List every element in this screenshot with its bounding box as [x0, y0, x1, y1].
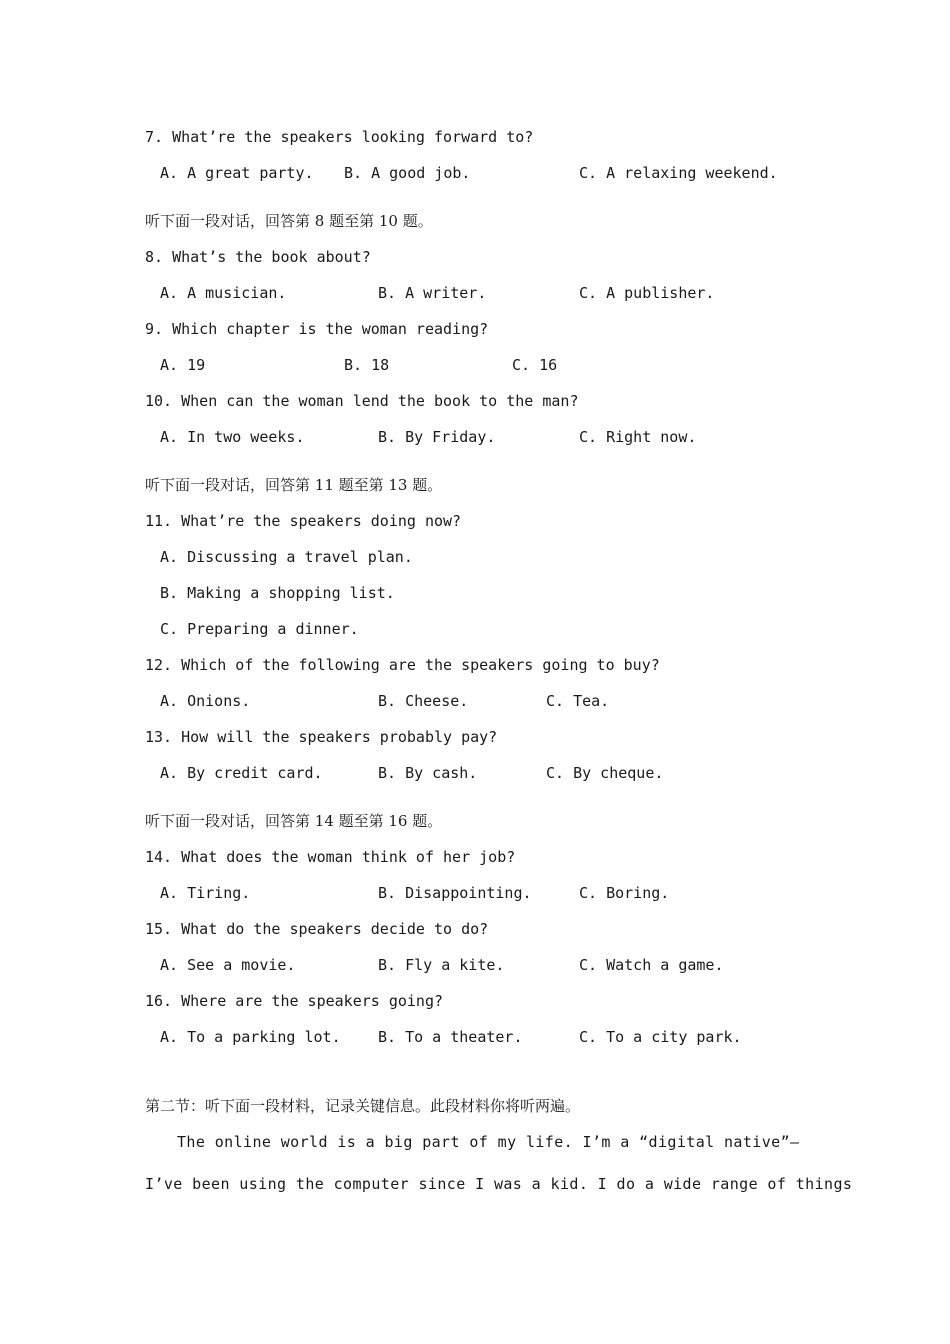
question-14-stem: 14. What does the woman think of her job?	[145, 848, 516, 866]
question-11-option-c: C. Preparing a dinner.	[160, 620, 359, 638]
passage-line-2: I’ve been using the computer since I was a kid. I do a wide range of things	[145, 1175, 853, 1193]
question-15-option-b: B. Fly a kite.	[378, 956, 505, 974]
question-10-option-b: B. By Friday.	[378, 428, 496, 446]
section-heading-11-13: 听下面一段对话，回答第 11 题至第 13 题。	[145, 476, 443, 494]
question-9-stem: 9. Which chapter is the woman reading?	[145, 320, 489, 338]
question-15-option-c: C. Watch a game.	[579, 956, 724, 974]
question-12-option-b: B. Cheese.	[378, 692, 469, 710]
question-13-option-c: C. By cheque.	[546, 764, 664, 782]
question-13-option-a: A. By credit card.	[160, 764, 323, 782]
section-heading-14-16: 听下面一段对话，回答第 14 题至第 16 题。	[145, 812, 443, 830]
question-16-option-c: C. To a city park.	[579, 1028, 742, 1046]
question-8-stem: 8. What’s the book about?	[145, 248, 371, 266]
question-12-option-c: C. Tea.	[546, 692, 610, 710]
question-8-option-c: C. A publisher.	[579, 284, 715, 302]
question-14-option-b: B. Disappointing.	[378, 884, 532, 902]
question-9-option-c: C. 16	[512, 356, 558, 374]
question-10-option-a: A. In two weeks.	[160, 428, 305, 446]
section-heading-8-10: 听下面一段对话，回答第 8 题至第 10 题。	[145, 212, 433, 230]
question-14-option-a: A. Tiring.	[160, 884, 251, 902]
question-11-option-b: B. Making a shopping list.	[160, 584, 395, 602]
question-13-stem: 13. How will the speakers probably pay?	[145, 728, 498, 746]
question-16-stem: 16. Where are the speakers going?	[145, 992, 444, 1010]
question-9-option-a: A. 19	[160, 356, 206, 374]
question-8-option-b: B. A writer.	[378, 284, 487, 302]
part-two-heading: 第二节：听下面一段材料，记录关键信息。此段材料你将听两遍。	[145, 1097, 581, 1115]
question-7-option-b: B. A good job.	[344, 164, 471, 182]
question-16-option-b: B. To a theater.	[378, 1028, 523, 1046]
question-15-option-a: A. See a movie.	[160, 956, 296, 974]
question-7-stem: 7. What’re the speakers looking forward to?	[145, 128, 534, 146]
question-7-option-c: C. A relaxing weekend.	[579, 164, 778, 182]
question-7-option-a: A. A great party.	[160, 164, 314, 182]
question-12-option-a: A. Onions.	[160, 692, 251, 710]
question-8-option-a: A. A musician.	[160, 284, 287, 302]
question-14-option-c: C. Boring.	[579, 884, 670, 902]
question-13-option-b: B. By cash.	[378, 764, 478, 782]
question-10-stem: 10. When can the woman lend the book to the man?	[145, 392, 579, 410]
question-10-option-c: C. Right now.	[579, 428, 697, 446]
question-11-stem: 11. What’re the speakers doing now?	[145, 512, 462, 530]
question-12-stem: 12. Which of the following are the speakers going to buy?	[145, 656, 660, 674]
question-15-stem: 15. What do the speakers decide to do?	[145, 920, 489, 938]
question-9-option-b: B. 18	[344, 356, 390, 374]
passage-line-1: The online world is a big part of my life. I’m a “digital native”—	[177, 1133, 800, 1151]
question-11-option-a: A. Discussing a travel plan.	[160, 548, 413, 566]
question-16-option-a: A. To a parking lot.	[160, 1028, 341, 1046]
